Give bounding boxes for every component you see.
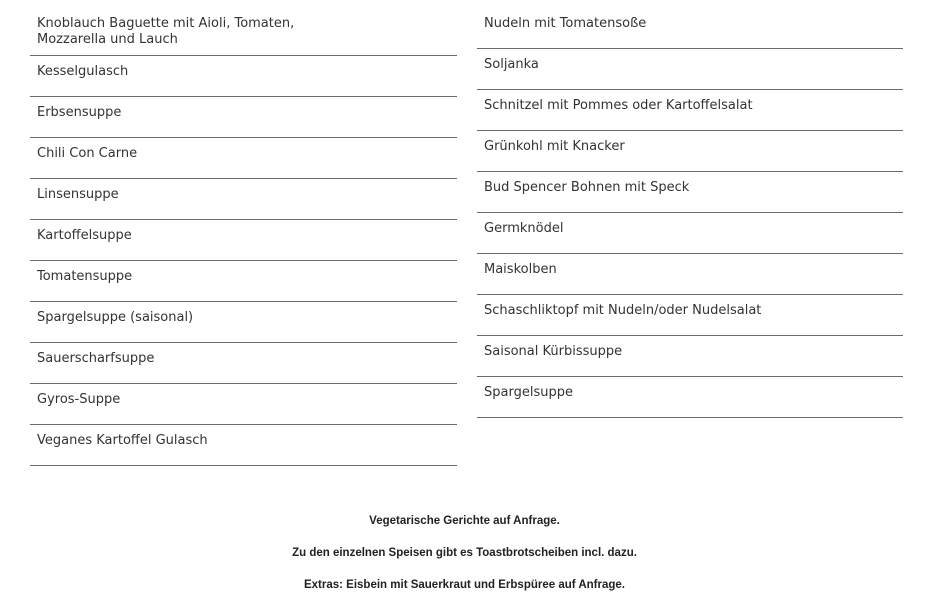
menu-item — [30, 138, 457, 179]
menu-item — [477, 90, 903, 131]
menu-item — [477, 49, 903, 90]
menu-item — [30, 261, 457, 302]
note-toast: Zu den einzelnen Speisen gibt es Toastbrotscheiben incl. dazu. — [292, 547, 637, 559]
menu-item-label: Bud Spencer Bohnen mit Speck — [484, 180, 690, 195]
menu-item — [477, 336, 903, 377]
menu-item-label: Erbsensuppe — [37, 105, 122, 120]
menu-item — [30, 179, 457, 220]
note-extras: Extras: Eisbein mit Sauerkraut und Erbspüree auf Anfrage. — [303, 579, 626, 591]
menu-item-label: Schaschliktopf mit Nudeln/oder Nudelsalat — [484, 303, 762, 318]
menu-item-label: Veganes Kartoffel Gulasch — [37, 433, 208, 448]
menu-item — [477, 172, 903, 213]
menu-notes — [0, 514, 929, 610]
menu-item — [477, 254, 903, 295]
menu-item-label: Maiskolben — [484, 262, 557, 277]
menu-item-label: Chili Con Carne — [37, 146, 138, 161]
menu-item-label: Knoblauch Baguette mit Aioli, Tomaten, Mozzarella und Lauch — [37, 16, 295, 47]
note-vegetarian: Vegetarische Gerichte auf Anfrage. — [369, 515, 560, 527]
menu-list-right — [477, 8, 903, 418]
menu-item — [477, 8, 903, 49]
menu-item-label: Schnitzel mit Pommes oder Kartoffelsalat — [484, 98, 753, 113]
menu-list-left — [30, 8, 457, 466]
menu-item — [30, 56, 457, 97]
menu-item-label: Saisonal Kürbissuppe — [484, 344, 623, 359]
menu-item-label: Linsensuppe — [37, 187, 119, 202]
menu-item-label: Kesselgulasch — [37, 64, 129, 79]
menu-item — [477, 377, 903, 418]
menu-item — [30, 8, 457, 56]
menu-item — [30, 97, 457, 138]
menu-item-label: Spargelsuppe — [484, 385, 573, 400]
menu-item — [30, 302, 457, 343]
menu-item-label: Grünkohl mit Knacker — [484, 139, 625, 154]
menu-item-label: Kartoffelsuppe — [37, 228, 132, 243]
menu-item-label: Gyros-Suppe — [37, 392, 121, 407]
menu-item — [477, 131, 903, 172]
menu-item — [30, 220, 457, 261]
menu-item — [477, 295, 903, 336]
menu-item — [30, 384, 457, 425]
menu-item-label: Spargelsuppe (saisonal) — [37, 310, 194, 325]
menu-column-left — [30, 8, 457, 466]
menu-column-right — [477, 8, 903, 418]
menu-item — [477, 213, 903, 254]
menu-item-label: Germknödel — [484, 221, 564, 236]
menu-item — [30, 425, 457, 466]
menu-item — [30, 343, 457, 384]
menu-item-label: Nudeln mit Tomatensoße — [484, 16, 647, 31]
menu-item-label: Sauerscharfsuppe — [37, 351, 155, 366]
menu-item-label: Tomatensuppe — [37, 269, 133, 284]
menu-item-label: Soljanka — [484, 57, 539, 72]
